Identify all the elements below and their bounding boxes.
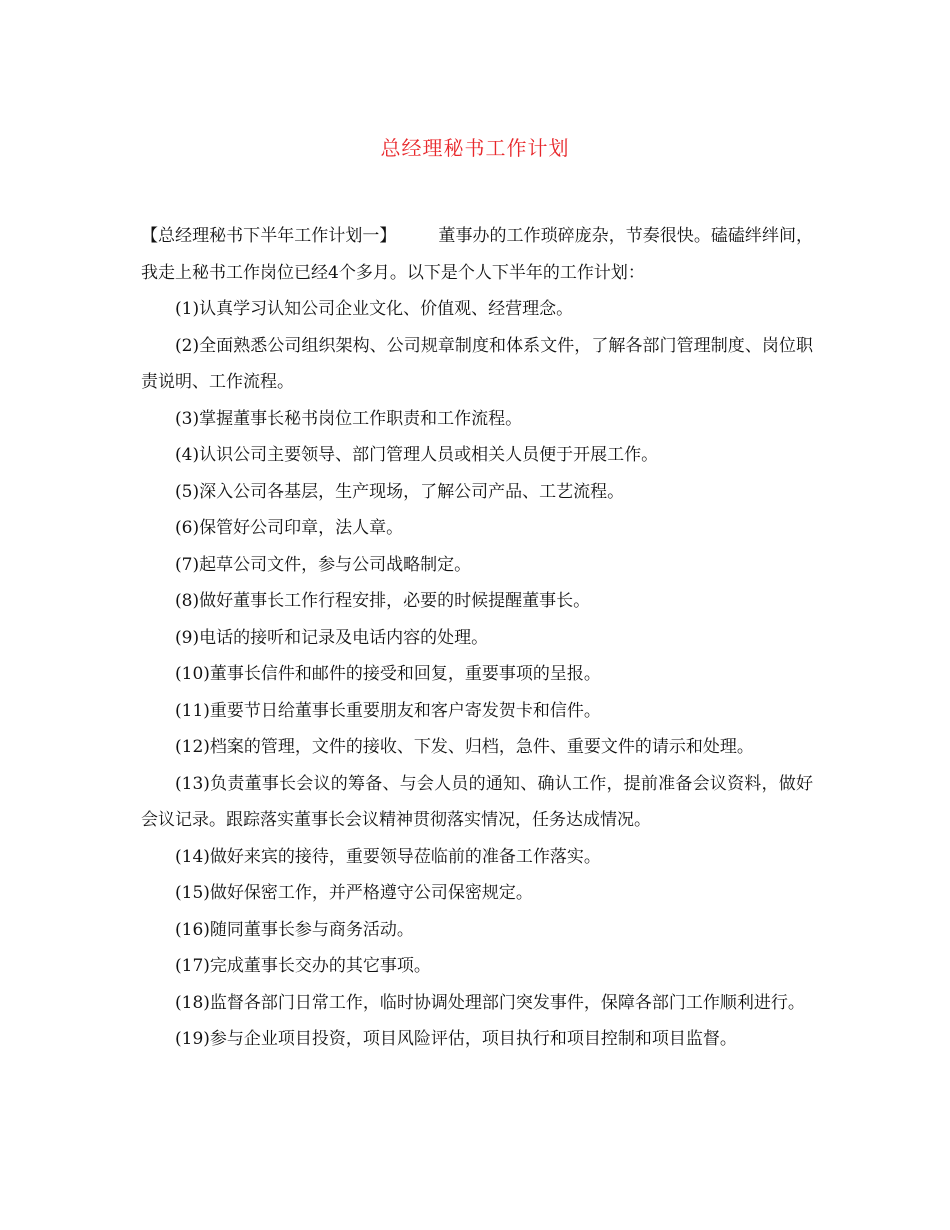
list-item: (12)档案的管理，文件的接收、下发、归档，急件、重要文件的请示和处理。 (175, 737, 754, 757)
list-item: (17)完成董事长交办的其它事项。 (175, 956, 431, 976)
list-item: (1)认真学习认知公司企业文化、价值观、经营理念。 (175, 299, 574, 319)
list-item: (4)认识公司主要领导、部门管理人员或相关人员便于开展工作。 (175, 445, 659, 465)
list-item: (7)起草公司文件，参与公司战略制定。 (175, 554, 472, 575)
list-item: (16)随同董事长参与商务活动。 (175, 919, 414, 940)
list-item: (8)做好董事长工作行程安排，必要的时候提醒董事长。 (175, 591, 591, 611)
list-item: (11)重要节日给董事长重要朋友和客户寄发贺卡和信件。 (175, 700, 601, 721)
list-item: (10)董事长信件和邮件的接受和回复，重要事项的呈报。 (175, 664, 601, 684)
document-title: 总经理秘书工作计划 (380, 136, 570, 160)
list-item: (3)掌握董事长秘书岗位工作职责和工作流程。 (175, 408, 523, 429)
intro-heading: 【总经理秘书下半年工作计划一】 (141, 226, 397, 246)
list-item: (6)保管好公司印章，法人章。 (175, 518, 404, 538)
intro-paragraph (141, 218, 813, 291)
list-item: (18)监督各部门日常工作，临时协调处理部门突发事件，保障各部门工作顺利进行。 (175, 992, 805, 1013)
list-item: (9)电话的接听和记录及电话内容的处理。 (175, 627, 489, 648)
list-item: (19)参与企业项目投资，项目风险评估，项目执行和项目控制和项目监督。 (175, 1029, 737, 1049)
list-item: (14)做好来宾的接待，重要领导莅临前的准备工作落实。 (175, 846, 601, 867)
document-body (141, 218, 813, 1058)
list-item: (15)做好保密工作，并严格遵守公司保密规定。 (175, 883, 533, 903)
list-item: (13)负责董事长会议的筹备、与会人员的通知、确认工作，提前准备会议资料，做好会议记录。跟踪落实董事长会议精神贯彻落实情况，任务达成情况。 (141, 773, 813, 830)
list-item: (2)全面熟悉公司组织架构、公司规章制度和体系文件，了解各部门管理制度、岗位职责说明、工作流程。 (141, 335, 813, 392)
intro-text: 董事办的工作琐碎庞杂，节奏很快。磕磕绊绊间，我走上秘书工作岗位已经4个多月。以下是个人下半年的工作计划： (141, 226, 813, 283)
list-item: (5)深入公司各基层，生产现场，了解公司产品、工艺流程。 (175, 481, 625, 502)
